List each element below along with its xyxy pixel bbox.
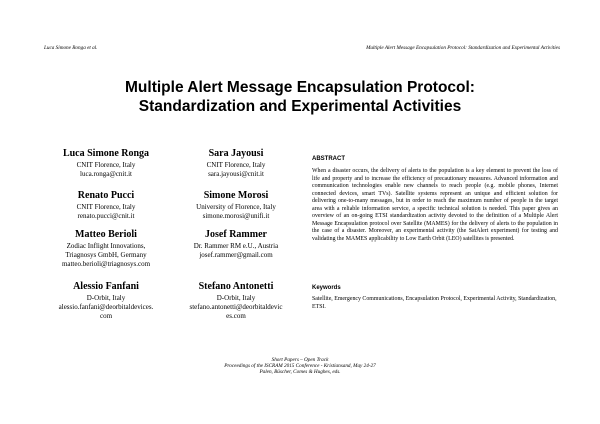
author-affiliation: University of Florence, Italy xyxy=(196,203,276,211)
paper-title xyxy=(60,78,540,116)
author-name: Luca Simone Ronga xyxy=(62,148,150,159)
author-email: stefano.antonetti@deorbitaldevic xyxy=(189,303,283,311)
running-header-authors: Luca Simone Ronga et al. xyxy=(44,45,98,51)
keywords-text: Satellite, Emergency Communications, Encapsulation Protocol, Experimental Activity, Standardization, ETSI. xyxy=(312,296,557,310)
author-email: josef.rammer@gmail.com xyxy=(199,251,273,259)
footer-editors: Palen, Büscher, Comes & Hughes, eds. xyxy=(259,369,341,376)
author-affiliation: CNIT Florence, Italy xyxy=(76,161,136,169)
footer-proceedings: Proceedings of the ISCRAM 2015 Conference - Kristiansand, May 24-27 xyxy=(224,363,376,370)
author-email: luca.ronga@cnit.it xyxy=(80,170,132,178)
author-name: Josef Rammer xyxy=(205,229,267,240)
author-block xyxy=(174,148,298,179)
author-name: Renato Pucci xyxy=(77,190,135,201)
author-block xyxy=(174,281,298,321)
author-email: renato.pucci@cnit.it xyxy=(77,212,135,220)
author-affiliation: Triagnosys GmbH, Germany xyxy=(65,251,147,259)
author-block xyxy=(44,229,168,269)
author-block xyxy=(44,281,168,321)
author-email: matteo.berioli@triagnosys.com xyxy=(61,260,151,268)
author-name: Matteo Berioli xyxy=(75,229,137,240)
author-affiliation: D-Orbit, Italy xyxy=(216,294,256,302)
author-email: alessio.fanfani@deorbitaldevices. xyxy=(58,303,154,311)
author-email-cont: es.com xyxy=(226,312,246,320)
author-block xyxy=(174,229,298,260)
author-block xyxy=(44,190,168,221)
paper-title-line-1: Multiple Alert Message Encapsulation Protocol: xyxy=(125,79,475,96)
footer-track: Short Papers – Open Track xyxy=(271,357,329,363)
page-footer xyxy=(150,357,450,376)
author-affiliation: D-Orbit, Italy xyxy=(86,294,126,302)
running-header-title: Multiple Alert Message Encapsulation Protocol: Standardization and Experimental Activities xyxy=(366,45,560,51)
abstract-text: When a disaster occurs, the delivery of alerts to the population is a key element to prevent the loss of life and property and to increase the efficiency of precautionary measures. Advanced information and communication technologies enable new channels to reach people (e.g. mobile phones, Internet connected devices, smart TVs). Satellite systems represent an unique and efficient solution for delivering one-to-many messages, but in order to reach the maximum number of people in the target area with a reliable information service, a specific technical solution is needed. This paper gives an overview of an on-going ETSI standardization activity devoted to the definition of a Multiple Alert Message Encapsulation protocol over Satellite (MAMES) for the delivery of alerts to the population in the case of a disaster. Moreover, an experimental activity (the SatAlert experiment) for testing and validating the MAMES applicability to Low Earth Orbit (LEO) satellites is presented. xyxy=(312,168,558,242)
author-email-cont: com xyxy=(99,312,113,320)
author-block xyxy=(44,148,168,179)
author-name: Alessio Fanfani xyxy=(73,281,139,292)
author-affiliation: Zodiac Inflight Innovations, xyxy=(66,242,146,250)
author-affiliation: CNIT Florence, Italy xyxy=(76,203,136,211)
author-name: Stefano Antonetti xyxy=(198,281,274,292)
author-affiliation: Dr. Rammer RM e.U., Austria xyxy=(193,242,279,250)
author-email: sara.jayousi@cnit.it xyxy=(208,170,264,178)
keywords-heading: Keywords xyxy=(312,285,341,291)
author-block xyxy=(174,190,298,221)
abstract-heading: ABSTRACT xyxy=(312,156,345,162)
author-name: Simone Morosi xyxy=(203,190,269,201)
author-name: Sara Jayousi xyxy=(208,148,264,159)
author-email: simone.morosi@unifi.it xyxy=(202,212,270,220)
author-affiliation: CNIT Florence, Italy xyxy=(206,161,266,169)
paper-title-line-2: Standardization and Experimental Activities xyxy=(138,98,462,115)
